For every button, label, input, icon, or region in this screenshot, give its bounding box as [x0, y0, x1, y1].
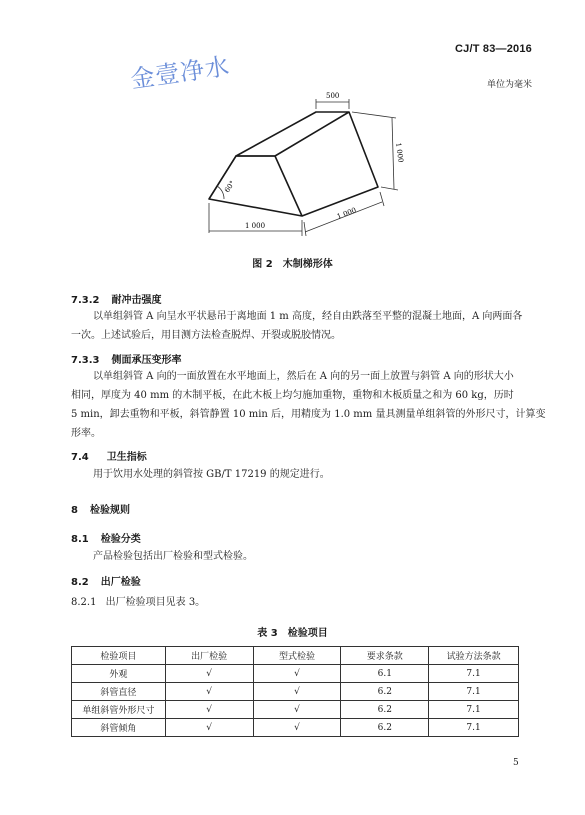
paragraph-line: 以单组斜管 A 向呈水平状悬吊于离地面 1 m 高度，经自由跌落至平整的混凝土地面，A 向两面各 [93, 311, 523, 322]
section-title: 检验规则 [89, 505, 130, 516]
top-face [236, 112, 349, 156]
table-cell: 7.1 [429, 665, 519, 683]
figure-caption: 图 2 木制梯形体 [252, 259, 333, 270]
dim-bottom-front: 1 000 [245, 222, 266, 230]
clause-text: 出厂检验项目见表 3。 [105, 597, 206, 608]
table-cell: √ [253, 665, 341, 683]
section-title: 耐冲击强度 [111, 295, 162, 306]
table-cell: 6.2 [341, 701, 429, 719]
column-header: 出厂检验 [165, 647, 253, 665]
table-cell: 斜管倾角 [72, 719, 166, 737]
table-cell: 6.1 [341, 665, 429, 683]
paragraph-line: 用于饮用水处理的斜管按 GB/T 17219 的规定进行。 [93, 469, 330, 480]
table-cell: 7.1 [429, 683, 519, 701]
section-heading [71, 291, 161, 306]
section-heading [71, 448, 147, 463]
dim-right-height: 1 000 [394, 142, 405, 164]
table-row [72, 665, 519, 683]
table-row [72, 701, 519, 719]
table-cell: √ [253, 683, 341, 701]
section-number: 7.3.2 [71, 295, 100, 306]
table-cell: 6.2 [341, 683, 429, 701]
section-number: 8.1 [71, 534, 89, 545]
section-title: 侧面承压变形率 [111, 355, 182, 366]
table-caption: 表 3 检验项目 [257, 628, 328, 639]
section-number: 7.3.3 [71, 355, 100, 366]
clause-number: 8.2.1 [71, 597, 97, 608]
table-cell: √ [165, 683, 253, 701]
paragraph-line: 相同，厚度为 40 mm 的木制平板，在此木板上均匀施加重物，重物和木板质量之和为 60 kg，历时 [71, 390, 514, 401]
table-cell: 外观 [72, 665, 166, 683]
trapezoid-figure [0, 0, 585, 250]
watermark: 金壹净水 [128, 52, 232, 94]
table-cell: 7.1 [429, 701, 519, 719]
paragraph-line [71, 593, 205, 612]
right-face [302, 112, 378, 216]
page-number: 5 [513, 758, 519, 768]
section-title: 卫生指标 [106, 452, 147, 463]
paragraph-line: 5 min，卸去重物和平板，斜管静置 10 min 后，用精度为 1.0 mm 量具测量单组斜管的外形尺寸，计算变 [71, 409, 546, 420]
section-heading [71, 573, 141, 588]
table-cell: √ [165, 719, 253, 737]
table-cell: 6.2 [341, 719, 429, 737]
column-header: 型式检验 [253, 647, 341, 665]
table-row [72, 719, 519, 737]
table-row [72, 683, 519, 701]
table-cell: √ [165, 701, 253, 719]
dim-top-width: 500 [326, 92, 340, 100]
section-heading [71, 351, 181, 366]
section-title: 检验分类 [100, 534, 141, 545]
section-title: 出厂检验 [100, 577, 141, 588]
column-header: 检验项目 [72, 647, 166, 665]
paragraph-line: 以单组斜管 A 向的一面放置在水平地面上，然后在 A 向的另一面上放置与斜管 A 向的形状大小 [93, 371, 514, 382]
unit-note: 单位为毫米 [487, 80, 533, 90]
section-number: 7.4 [71, 452, 89, 463]
table-cell: √ [253, 701, 341, 719]
paragraph-line: 产品检验包括出厂检验和型式检验。 [93, 551, 253, 562]
column-header: 要求条款 [341, 647, 429, 665]
standard-code: CJ/T 83—2016 [455, 43, 532, 55]
table-cell: √ [165, 665, 253, 683]
column-header: 试验方法条款 [429, 647, 519, 665]
dim-bottom-right: 1 000 [335, 206, 358, 221]
table-cell: 斜管直径 [72, 683, 166, 701]
section-number: 8 [71, 505, 78, 516]
section-heading [71, 501, 130, 516]
section-heading [71, 530, 141, 545]
table-cell: √ [253, 719, 341, 737]
paragraph-line: 形率。 [71, 428, 101, 439]
inspection-table [71, 646, 519, 737]
front-face [209, 156, 302, 216]
dim-angle: 60° [223, 179, 237, 195]
section-number: 8.2 [71, 577, 89, 588]
table-header-row [72, 647, 519, 665]
paragraph-line: 一次。上述试验后，用目测方法检查脱焊、开裂或脱胶情况。 [71, 330, 341, 341]
table-cell: 7.1 [429, 719, 519, 737]
table-cell: 单组斜管外形尺寸 [72, 701, 166, 719]
